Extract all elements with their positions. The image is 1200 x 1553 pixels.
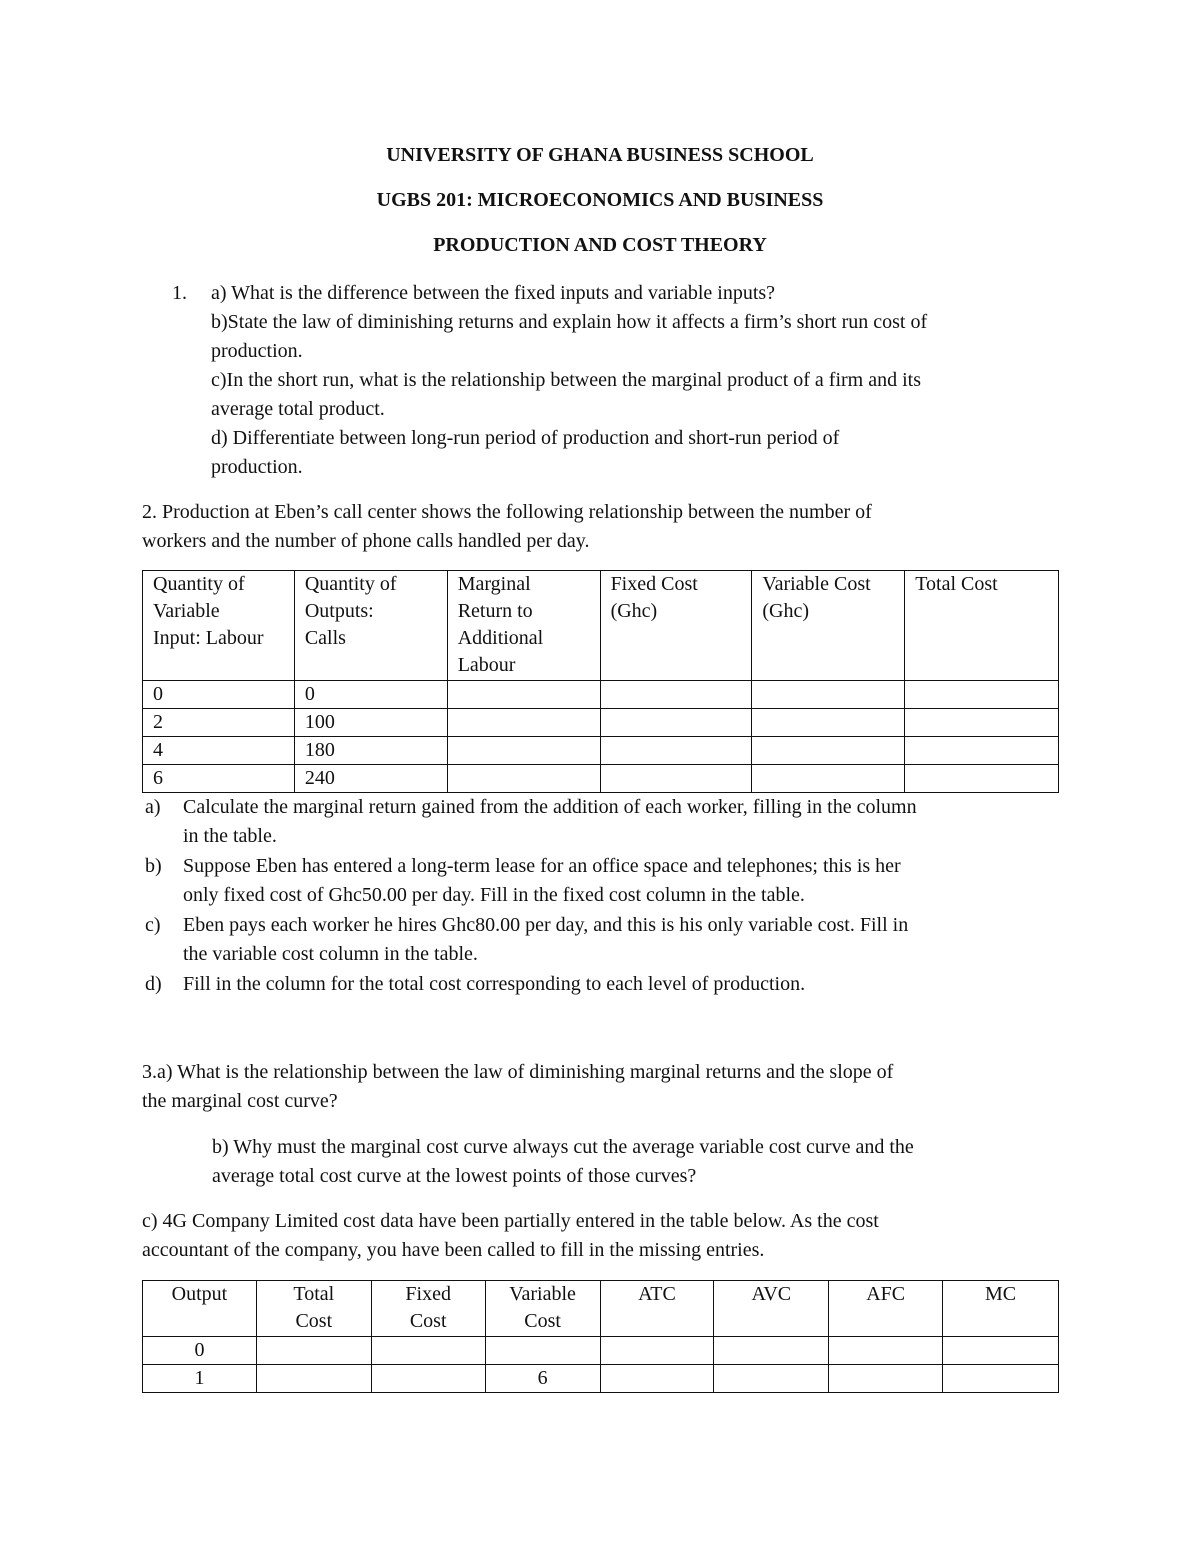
part-label: b) <box>145 855 162 877</box>
table-cell: 240 <box>294 765 447 793</box>
table-cell <box>752 709 905 737</box>
table-cell <box>714 1365 829 1393</box>
table-cell <box>905 681 1059 709</box>
header-text: (Ghc) <box>762 600 809 622</box>
q3-b <box>212 1133 914 1191</box>
part-text: Calculate the marginal return gained from the addition of each worker, filling in the column <box>183 796 917 818</box>
header-text: Return to <box>457 600 533 622</box>
part-text: Fill in the column for the total cost corresponding to each level of production. <box>183 973 806 995</box>
table-cell <box>600 709 752 737</box>
header-variable-cost <box>752 571 905 681</box>
table-cell <box>447 765 600 793</box>
table-cell <box>752 765 905 793</box>
header-text: Fixed <box>405 1283 451 1305</box>
part-text: in the table. <box>183 825 277 847</box>
table-cell: 0 <box>294 681 447 709</box>
header-text: Cost <box>295 1310 333 1332</box>
header-text: Total <box>293 1283 335 1305</box>
q3-a <box>142 1058 893 1116</box>
header-text: Variable <box>153 600 220 622</box>
table-cell <box>752 681 905 709</box>
q3-b-line: average total cost curve at the lowest points of those curves? <box>212 1165 697 1187</box>
table-cell: 6 <box>143 765 295 793</box>
table-header-row <box>143 571 1059 681</box>
table-cell <box>600 1365 714 1393</box>
header-text: Variable Cost <box>762 573 871 595</box>
part-text: Eben pays each worker he hires Ghc80.00 per day, and this is his only variable cost. Fill in <box>183 914 909 936</box>
table-row <box>143 737 1059 765</box>
table-cell: 180 <box>294 737 447 765</box>
q3-c <box>142 1207 879 1265</box>
table-cell <box>256 1365 371 1393</box>
table-cell <box>905 737 1059 765</box>
table-row <box>143 709 1059 737</box>
table-cell <box>371 1337 485 1365</box>
q2-intro-line: 2. Production at Eben’s call center shows the following relationship between the number of <box>142 501 872 523</box>
q1-line: a) What is the difference between the fixed inputs and variable inputs? <box>211 282 776 304</box>
header-avc <box>714 1281 829 1337</box>
header-text: Output <box>171 1283 228 1305</box>
header-text: Calls <box>304 627 346 649</box>
table-cell <box>829 1365 943 1393</box>
table-cell <box>485 1337 600 1365</box>
q3-c-line: c) 4G Company Limited cost data have been partially entered in the table below. As the cost <box>142 1210 879 1232</box>
q1-block <box>211 279 927 482</box>
table-row <box>143 765 1059 793</box>
header-variable-cost <box>485 1281 600 1337</box>
q3-a-line: the marginal cost curve? <box>142 1090 338 1112</box>
header-total-cost <box>905 571 1059 681</box>
part-text: Suppose Eben has entered a long-term lease for an office space and telephones; this is her <box>183 855 901 877</box>
part-label: a) <box>145 796 161 818</box>
header-fixed-cost <box>600 571 752 681</box>
header-total-cost <box>256 1281 371 1337</box>
header-atc <box>600 1281 714 1337</box>
table-header-row <box>143 1281 1059 1337</box>
header-text: Cost <box>524 1310 561 1332</box>
header-calls-output <box>294 571 447 681</box>
header-fixed-cost <box>371 1281 485 1337</box>
q3-a-line: 3.a) What is the relationship between the law of diminishing marginal returns and the slope of <box>142 1061 894 1083</box>
table-cell <box>600 737 752 765</box>
table-cell: 6 <box>485 1365 600 1393</box>
q2-part-b <box>145 852 917 881</box>
q1-line: c)In the short run, what is the relationship between the marginal product of a firm and its <box>211 369 921 391</box>
header-text: Variable <box>509 1283 576 1305</box>
q2-intro-line: workers and the number of phone calls handled per day. <box>142 530 590 552</box>
part-text: the variable cost column in the table. <box>183 943 478 965</box>
table-cell: 100 <box>294 709 447 737</box>
table-cell: 1 <box>143 1365 257 1393</box>
table-cell: 0 <box>143 681 295 709</box>
table-row <box>143 1337 1059 1365</box>
part-text: only fixed cost of Ghc50.00 per day. Fill in the fixed cost column in the table. <box>183 884 805 906</box>
q1-line: b)State the law of diminishing returns and explain how it affects a firm’s short run cost of <box>211 311 928 333</box>
table-cell <box>752 737 905 765</box>
school-title: UNIVERSITY OF GHANA BUSINESS SCHOOL <box>386 144 814 166</box>
q3-b-line: b) Why must the marginal cost curve always cut the average variable cost curve and the <box>212 1136 914 1158</box>
table-cell: 0 <box>143 1337 257 1365</box>
header-afc <box>829 1281 943 1337</box>
course-title: UGBS 201: MICROECONOMICS AND BUSINESS <box>376 189 824 211</box>
header-text: AVC <box>751 1283 792 1305</box>
table-cell <box>714 1337 829 1365</box>
table-cell <box>600 681 752 709</box>
q1-line: production. <box>211 340 303 362</box>
header-text: Quantity of <box>153 573 245 595</box>
table-cell <box>829 1337 943 1365</box>
table-cell <box>371 1365 485 1393</box>
part-label: c) <box>145 914 161 936</box>
table-cell <box>600 1337 714 1365</box>
q2-part-d <box>145 970 917 999</box>
table-cell <box>943 1365 1059 1393</box>
header-output <box>143 1281 257 1337</box>
table-cell <box>600 765 752 793</box>
header-text: Labour <box>457 654 516 676</box>
q1-line: production. <box>211 456 303 478</box>
header-marginal-return <box>447 571 600 681</box>
table-cell <box>447 737 600 765</box>
part-label: d) <box>145 973 162 995</box>
q1-line: d) Differentiate between long-run period of production and short-run period of <box>211 427 840 449</box>
header-text: ATC <box>638 1283 676 1305</box>
header-text: Additional <box>457 627 544 649</box>
header-text: Marginal <box>457 573 531 595</box>
header-text: Fixed Cost <box>610 573 698 595</box>
call-center-table <box>142 570 1059 793</box>
header-text: Quantity of <box>304 573 397 595</box>
header-text: Input: Labour <box>153 627 264 649</box>
company-cost-table <box>142 1280 1059 1393</box>
q2-part-c <box>145 911 917 940</box>
header-mc <box>943 1281 1059 1337</box>
header-text: AFC <box>866 1283 906 1305</box>
q1-line: average total product. <box>211 398 385 420</box>
table-cell <box>447 681 600 709</box>
header-labour-input <box>143 571 295 681</box>
table-row <box>143 1365 1059 1393</box>
table-cell <box>905 765 1059 793</box>
topic-title: PRODUCTION AND COST THEORY <box>433 234 767 256</box>
table-cell: 4 <box>143 737 295 765</box>
header-text: Cost <box>409 1310 447 1332</box>
header-text: MC <box>984 1283 1017 1305</box>
table-row <box>143 681 1059 709</box>
header-text: Outputs: <box>304 600 374 622</box>
q2-part-a <box>145 793 917 822</box>
table-cell: 2 <box>143 709 295 737</box>
header-text: Total Cost <box>915 573 998 595</box>
table-cell <box>943 1337 1059 1365</box>
table-cell <box>447 709 600 737</box>
table-cell <box>256 1337 371 1365</box>
header-text: (Ghc) <box>610 600 658 622</box>
q2-parts <box>145 793 917 999</box>
q3-c-line: accountant of the company, you have been called to fill in the missing entries. <box>142 1239 765 1261</box>
q2-intro <box>142 498 872 556</box>
q1-number: 1. <box>172 282 187 304</box>
table-cell <box>905 709 1059 737</box>
